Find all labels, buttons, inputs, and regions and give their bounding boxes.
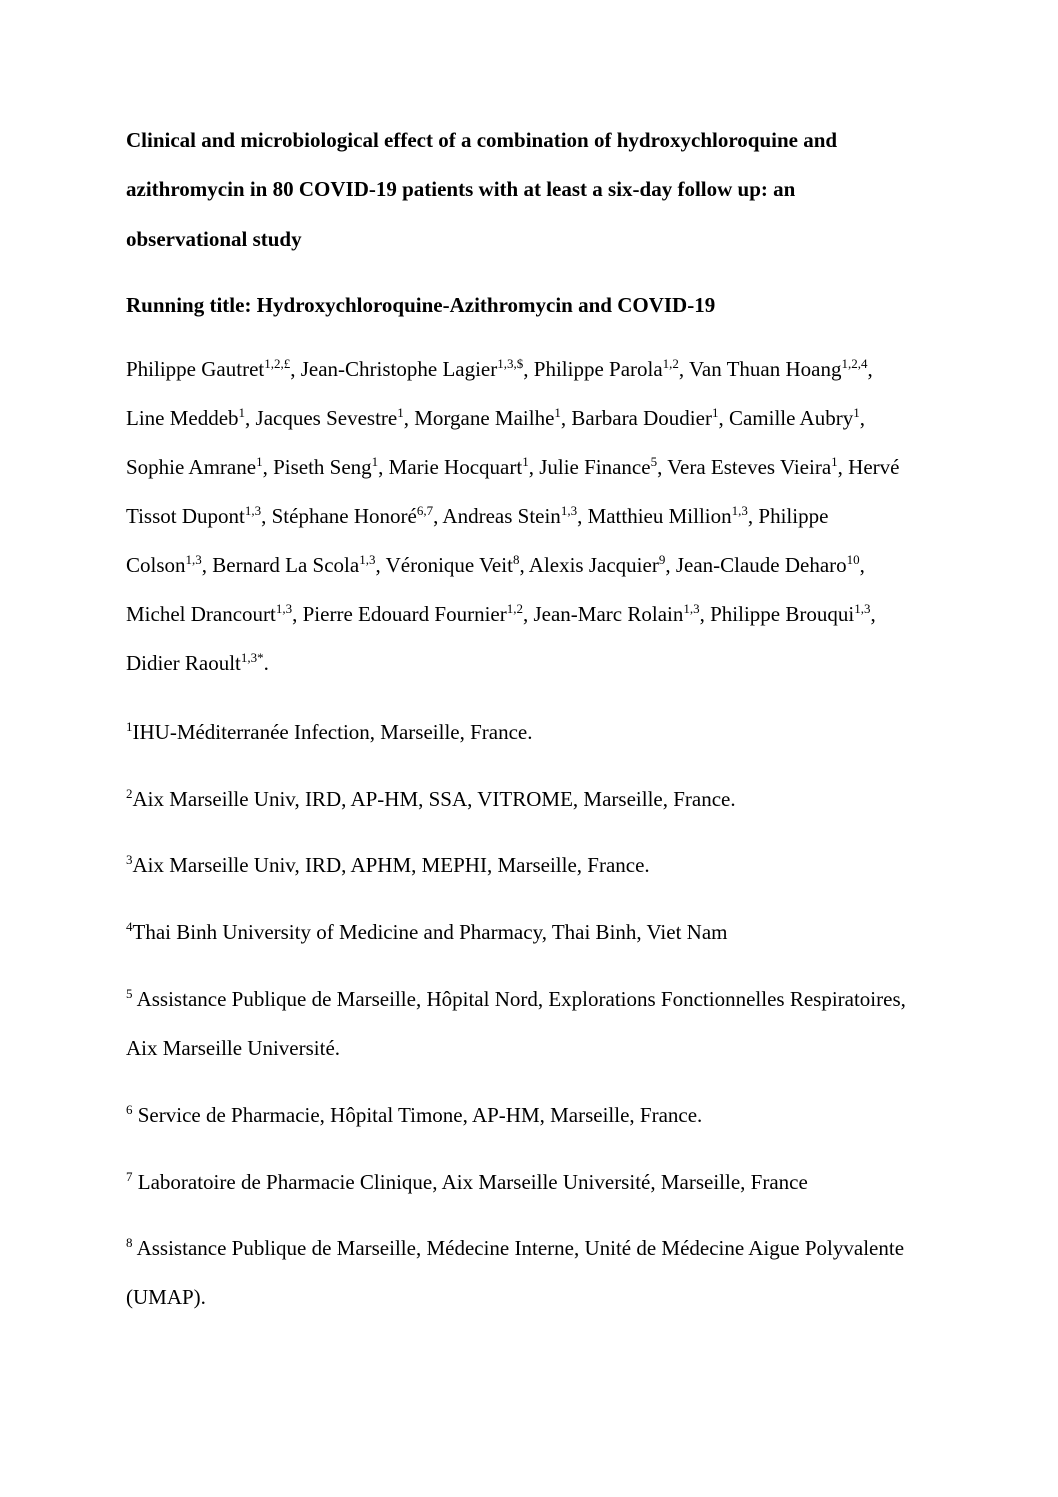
affiliation-text: Assistance Publique de Marseille, Médecine Interne, Unité de Médecine Aigue Polyvalente (132, 1236, 905, 1260)
author-name-text: . (263, 651, 269, 675)
affiliation-superscript: 1 (853, 405, 860, 420)
author-name-text: , Marie Hocquart (378, 455, 523, 479)
affiliation-2 (126, 787, 736, 811)
affiliation-number: 2 (126, 786, 133, 801)
author-name-text: , Piseth Seng (262, 455, 372, 479)
author-line (126, 455, 899, 479)
affiliation-text: Aix Marseille Université. (126, 1036, 341, 1060)
affiliation-superscript: 9 (658, 552, 666, 567)
author-name-text: , Véronique Veit (375, 553, 513, 577)
affiliation-superscript: 1,2,£ (264, 356, 291, 371)
affiliation-number: 7 (126, 1169, 133, 1184)
affiliation-superscript: 1,2 (662, 356, 679, 371)
affiliation-superscript: 10 (846, 552, 860, 567)
affiliation-superscript: 6,7 (416, 503, 434, 518)
affiliation-superscript: 5 (650, 454, 658, 469)
author-name-text: , Vera Esteves Vieira (657, 455, 832, 479)
author-line (126, 553, 865, 577)
author-name-text: , Barbara Doudier (560, 406, 712, 430)
affiliation-superscript: 1,3* (240, 650, 264, 665)
author-name-text: , Alexis Jacquier (519, 553, 659, 577)
author-name-text: , Van Thuan Hoang (678, 357, 842, 381)
author-name-text: , (867, 357, 873, 381)
paper-title-line-3: observational study (126, 227, 302, 251)
author-name-text: , Philippe Brouqui (699, 602, 855, 626)
affiliation-3 (126, 853, 650, 877)
author-name-text: , Julie Finance (528, 455, 651, 479)
author-name-text: , (859, 406, 865, 430)
paper-title-line-2: azithromycin in 80 COVID-19 patients with at least a six-day follow up: an (126, 177, 796, 201)
affiliation-superscript: 1,3 (244, 503, 262, 518)
affiliation-number: 3 (126, 852, 133, 867)
author-name-text: , Philippe (747, 504, 829, 528)
affiliation-superscript: 1 (397, 405, 404, 420)
author-line (126, 651, 269, 675)
author-name-text: Michel Drancourt (126, 602, 276, 626)
author-name-text: , Stéphane Honoré (261, 504, 417, 528)
author-name-text: , Jacques Sevestre (245, 406, 398, 430)
author-name-text: , Andreas Stein (433, 504, 561, 528)
affiliation-superscript: 1,3 (731, 503, 748, 518)
running-title: Running title: Hydroxychloroquine-Azithromycin and COVID-19 (126, 293, 716, 317)
affiliation-text: Service de Pharmacie, Hôpital Timone, AP-HM, Marseille, France. (132, 1103, 703, 1127)
author-name-text: , (870, 602, 876, 626)
affiliation-number: 1 (126, 719, 133, 734)
author-line (126, 357, 873, 381)
affiliation-superscript: 1,2 (506, 601, 523, 616)
affiliation-text: Aix Marseille Univ, IRD, APHM, MEPHI, Marseille, France. (132, 853, 650, 877)
author-name-text: , Hervé (837, 455, 900, 479)
affiliation-superscript: 1,3 (854, 601, 871, 616)
author-name-text: Tissot Dupont (126, 504, 245, 528)
affiliation-8 (126, 1285, 206, 1309)
author-name-text: Didier Raoult (126, 651, 241, 675)
affiliation-superscript: 1,3 (560, 503, 578, 518)
affiliation-superscript: 1,3 (275, 601, 293, 616)
affiliation-5 (126, 1036, 340, 1060)
affiliation-number: 6 (126, 1102, 133, 1117)
affiliation-text: Thai Binh University of Medicine and Pharmacy, Thai Binh, Viet Nam (132, 920, 728, 944)
affiliation-5 (126, 987, 906, 1011)
author-name-text: , (859, 553, 865, 577)
affiliation-superscript: 1 (522, 454, 529, 469)
affiliation-superscript: 1,3,$ (497, 356, 524, 371)
affiliation-superscript: 1 (831, 454, 838, 469)
author-name-text: , Jean-Claude Deharo (665, 553, 847, 577)
author-name-text: , Jean-Marc Rolain (522, 602, 684, 626)
affiliation-superscript: 1,3 (683, 601, 700, 616)
affiliation-4 (126, 920, 727, 944)
affiliation-superscript: 1 (711, 405, 719, 420)
author-name-text: , Philippe Parola (523, 357, 663, 381)
paper-title-line-1: Clinical and microbiological effect of a combination of hydroxychloroquine and (126, 128, 838, 152)
author-name-text: Sophie Amrane (126, 455, 257, 479)
author-line (126, 602, 876, 626)
affiliation-number: 5 (126, 986, 133, 1001)
author-name-text: , Pierre Edouard Fournier (292, 602, 507, 626)
affiliation-superscript: 1,2,4 (841, 356, 868, 371)
affiliation-superscript: 1 (256, 454, 263, 469)
author-name-text: , Camille Aubry (718, 406, 854, 430)
author-name-text: , Morgane Mailhe (403, 406, 555, 430)
author-name-text: , Jean-Christophe Lagier (290, 357, 498, 381)
affiliation-8 (126, 1236, 904, 1260)
author-name-text: Line Meddeb (126, 406, 239, 430)
affiliation-superscript: 8 (512, 552, 520, 567)
affiliation-superscript: 1,3 (359, 552, 376, 567)
affiliation-number: 8 (126, 1235, 133, 1250)
affiliation-text: (UMAP). (126, 1285, 206, 1309)
author-name-text: Philippe Gautret (126, 357, 265, 381)
affiliation-text: Assistance Publique de Marseille, Hôpital Nord, Explorations Fonctionnelles Respiratoires, (132, 987, 906, 1011)
affiliation-number: 4 (126, 919, 133, 934)
affiliation-superscript: 1 (554, 405, 561, 420)
affiliation-6 (126, 1103, 702, 1127)
affiliation-text: Laboratoire de Pharmacie Clinique, Aix Marseille Université, Marseille, France (132, 1170, 808, 1194)
author-name-text: , Bernard La Scola (201, 553, 360, 577)
affiliation-text: Aix Marseille Univ, IRD, AP-HM, SSA, VITROME, Marseille, France. (132, 787, 736, 811)
author-name-text: , Matthieu Million (577, 504, 732, 528)
author-name-text: Colson (126, 553, 186, 577)
affiliation-text: IHU-Méditerranée Infection, Marseille, France. (132, 720, 533, 744)
affiliation-superscript: 1 (371, 454, 379, 469)
author-line (126, 406, 865, 430)
affiliation-superscript: 1 (238, 405, 246, 420)
affiliation-7 (126, 1170, 808, 1194)
affiliation-superscript: 1,3 (185, 552, 202, 567)
author-line (126, 504, 828, 528)
affiliation-1 (126, 720, 532, 744)
